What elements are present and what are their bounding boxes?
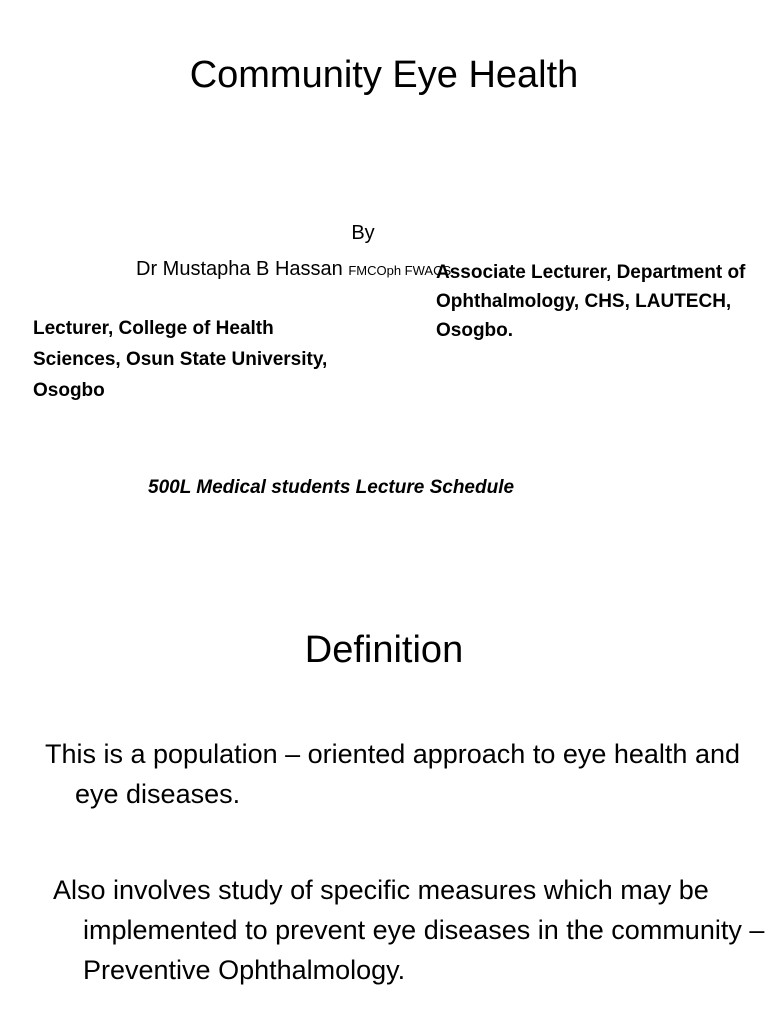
by-label: By bbox=[351, 222, 375, 244]
slide-title: Community Eye Health bbox=[189, 54, 579, 96]
author-name: Dr Mustapha B Hassan bbox=[136, 258, 343, 280]
author-line bbox=[136, 256, 451, 284]
affiliation-right: Associate Lecturer, Department of Ophthalmology, CHS, LAUTECH, Osogbo. bbox=[436, 262, 746, 341]
definition-bullet: Also involves study of specific measures which may be implemented to prevent eye diseases in the community – Preventive Ophthalmology. bbox=[53, 875, 765, 985]
definition-title: Definition bbox=[304, 629, 464, 671]
author-qualifications: FMCOph FWACS bbox=[348, 263, 452, 278]
lecture-schedule: 500L Medical students Lecture Schedule bbox=[148, 477, 515, 498]
definition-bullet: This is a population – oriented approach to eye health and eye diseases. bbox=[45, 739, 740, 809]
affiliation-left: Lecturer, College of Health Sciences, Osun State University, Osogbo bbox=[33, 318, 328, 401]
